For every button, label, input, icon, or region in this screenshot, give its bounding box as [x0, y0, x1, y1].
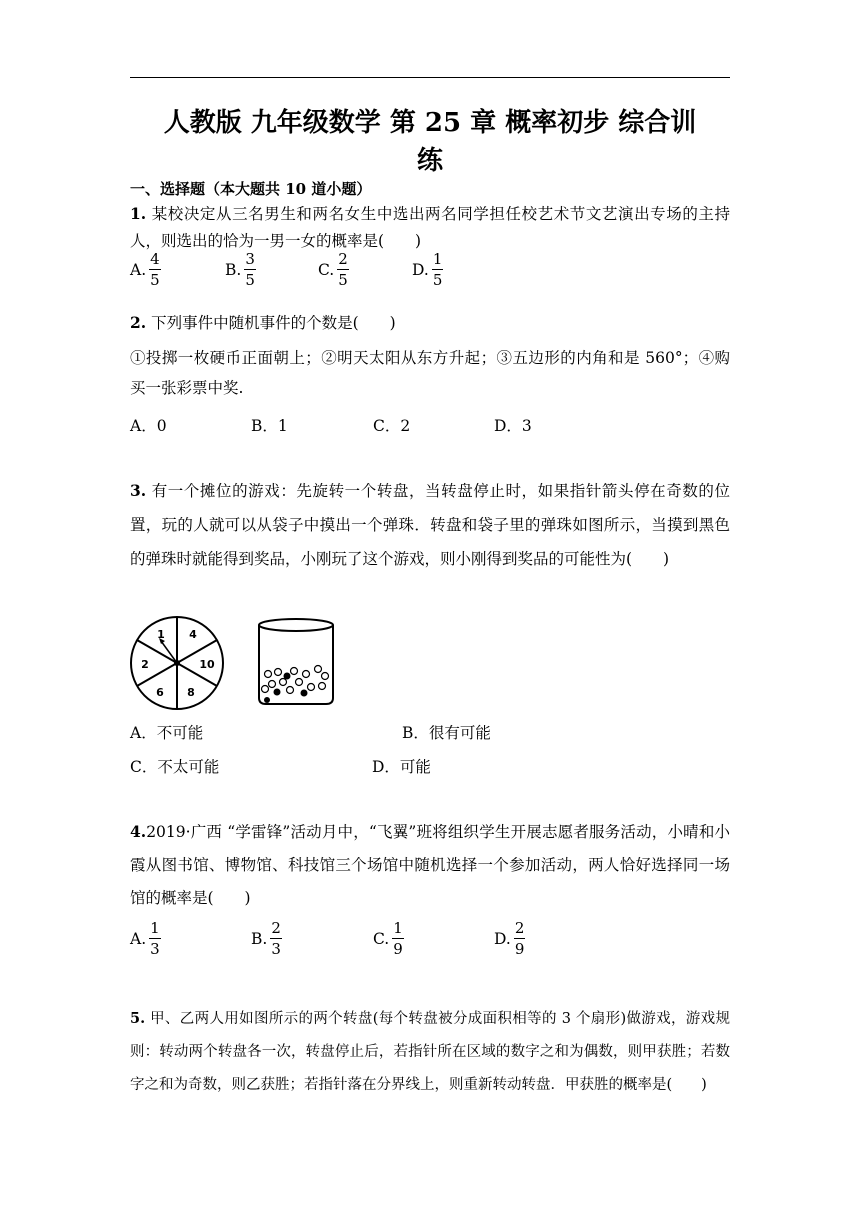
- title-line-2: 练: [416, 146, 443, 176]
- spinner-label-8: 8: [187, 686, 195, 699]
- option-a: A．0: [130, 417, 167, 435]
- question-number: 3.: [130, 481, 147, 500]
- question-text: 下列事件中随机事件的个数是( ): [146, 314, 396, 332]
- spinner-label-2: 2: [141, 658, 149, 671]
- option-c: C. $\frac{1}{9}$: [373, 919, 403, 958]
- option-c: C. $\frac{2}{5}$: [318, 250, 348, 289]
- question-1: [130, 200, 730, 255]
- spinner-label-1: 1: [157, 628, 165, 641]
- option-d: D．可能: [372, 758, 431, 776]
- option-a: A. $\frac{4}{5}$: [130, 250, 160, 289]
- question-text: 某校决定从三名男生和两名女生中选出两名同学担任校艺术节文艺演出专场的主持人，则选出的恰为一男一女的概率是( ): [130, 205, 730, 250]
- spinner-label-4: 4: [189, 628, 197, 641]
- question-text: 2019·广西 “学雷锋”活动月中，“飞翼”班将组织学生开展志愿者服务活动，小晴和小霞从图书馆、博物馆、科技馆三个场馆中随机选择一个参加活动，两人恰好选择同一场馆的概率是( ): [130, 823, 730, 907]
- option-a: A. $\frac{1}{3}$: [130, 919, 160, 958]
- header-rule: [130, 77, 730, 78]
- page-title: [130, 104, 730, 180]
- spinner-label-6: 6: [156, 686, 164, 699]
- option-a: A．不可能: [130, 724, 204, 742]
- option-b: B．1: [251, 417, 288, 435]
- option-b: B. $\frac{2}{3}$: [251, 919, 281, 958]
- option-b: B. $\frac{3}{5}$: [225, 250, 255, 289]
- title-line-1: 人教版 九年级数学 第 25 章 概率初步 综合训: [163, 108, 697, 138]
- question-2: [130, 308, 730, 338]
- option-d: D. $\frac{2}{9}$: [494, 919, 525, 958]
- marble-bag-figure: [254, 616, 338, 708]
- spinner-label-10: 10: [199, 658, 215, 671]
- section-heading: 一、选择题（本大题共 10 道小题）: [130, 180, 372, 198]
- option-b: B．很有可能: [402, 724, 491, 742]
- question-number: 2.: [130, 313, 147, 332]
- question-5: [130, 1002, 730, 1102]
- question-number: 4.: [130, 822, 147, 841]
- spinner-figure: [128, 614, 228, 714]
- option-c: C．不太可能: [130, 758, 220, 776]
- question-4: [130, 815, 730, 915]
- question-number: 5.: [130, 1010, 146, 1027]
- option-c: C．2: [373, 417, 411, 435]
- question-2-items: ①投掷一枚硬币正面朝上；②明天太阳从东方升起；③五边形的内角和是 560°；④购买一张彩票中奖.: [130, 349, 730, 397]
- option-d: D．3: [494, 417, 532, 435]
- question-text: 有一个摊位的游戏：先旋转一个转盘，当转盘停止时，如果指针箭头停在奇数的位置，玩的人就可以从袋子中摸出一个弹珠．转盘和袋子里的弹珠如图所示，当摸到黑色的弹珠时就能得到奖品，小刚玩了这个游戏，则小刚得到奖品的可能性为( ): [130, 482, 730, 568]
- question-number: 1.: [130, 204, 147, 223]
- question-4-options: [130, 917, 730, 961]
- question-1-options: [130, 248, 730, 292]
- option-d: D. $\frac{1}{5}$: [412, 250, 443, 289]
- question-3: [130, 474, 730, 576]
- question-text: 甲、乙两人用如图所示的两个转盘(每个转盘被分成面积相等的 3 个扇形)做游戏，游戏规则：转动两个转盘各一次，转盘停止后，若指针所在区域的数字之和为偶数，则甲获胜；若数字之和为奇数，则乙获胜；若指针落在分界线上，则重新转动转盘．甲获胜的概率是( ): [130, 1011, 730, 1093]
